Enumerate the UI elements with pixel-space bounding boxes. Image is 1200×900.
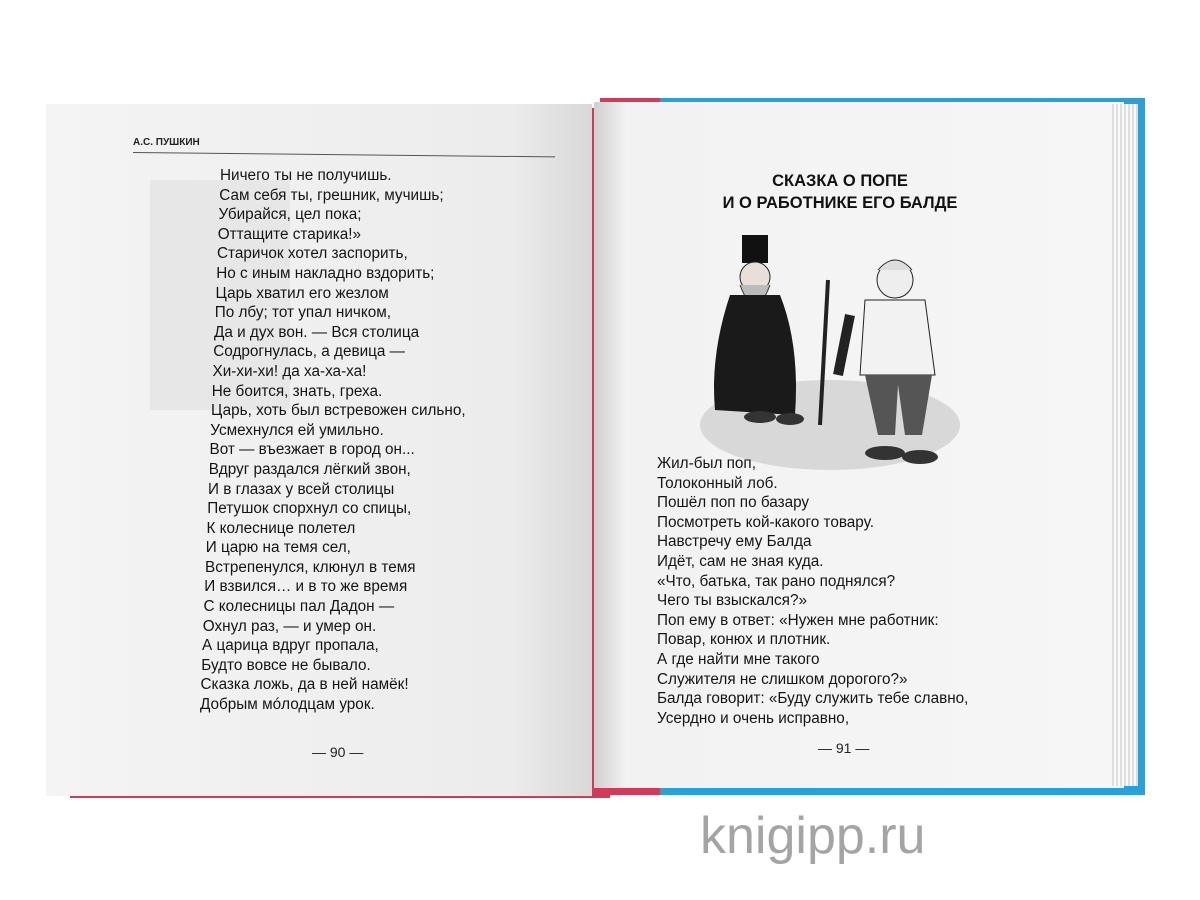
illustration-pop-and-balda <box>700 225 970 475</box>
text-line: Не боится, знать, греха. <box>211 382 383 400</box>
text-line: Чего ты взыскался?» <box>657 592 807 610</box>
text-line: И взвился… и в то же время <box>204 578 408 596</box>
text-line: Охнул раз, — и умер он. <box>202 617 377 635</box>
text-line: Балда говорит: «Буду служить тебе славно, <box>657 690 969 708</box>
title-line-1: СКАЗКА О ПОПЕ <box>772 172 908 190</box>
text-line: Содрогнулась, а девица — <box>213 343 405 361</box>
text-line: Петушок спорхнул со спицы, <box>207 500 412 518</box>
right-poem-text <box>657 454 968 728</box>
text-line: Добрым мóлодцам урок. <box>200 696 375 714</box>
text-line: Хи-хи-хи! да ха-ха-ха! <box>212 362 367 380</box>
text-line: Сам себя ты, грешник, мучишь; <box>219 186 444 204</box>
text-line: Старичок хотел заспорить, <box>217 245 408 263</box>
text-line: Сказка ложь, да в ней намёк! <box>200 676 409 694</box>
running-header: А.С. ПУШКИН <box>133 137 200 148</box>
text-line: Пошёл поп по базару <box>657 494 810 512</box>
text-line: По лбу; тот упал ничком, <box>214 304 391 322</box>
chapter-title <box>700 170 980 214</box>
title-line-2: И О РАБОТНИКЕ ЕГО БАЛДЕ <box>722 194 958 212</box>
text-line: Убирайся, цел пока; <box>218 206 362 224</box>
text-line: Идёт, сам не зная куда. <box>657 552 824 570</box>
text-line: Вдруг раздался лёгкий звон, <box>208 460 411 478</box>
text-line: Служителя не слишком дорогого?» <box>657 670 908 688</box>
page-number-left: — 90 — <box>312 744 364 760</box>
text-line: И царю на темя сел, <box>205 539 351 557</box>
left-poem-text <box>200 166 466 715</box>
text-line: С колесницы пал Дадон — <box>203 598 395 616</box>
text-line: А где найти мне такого <box>657 650 820 668</box>
text-line: Будто вовсе не бывало. <box>201 656 371 674</box>
text-line: Повар, конюх и плотник. <box>657 631 831 649</box>
text-line: Толоконный лоб. <box>657 474 778 492</box>
text-line: Усердно и очень исправно, <box>657 709 850 727</box>
text-line: Встрепенулся, клюнул в темя <box>205 558 416 576</box>
text-line: Царь, хоть был встревожен сильно, <box>211 402 466 420</box>
text-line: Посмотреть кой-какого товару. <box>657 513 875 531</box>
watermark: knigipp.ru <box>700 807 926 865</box>
text-line: Оттащите старика!» <box>217 225 362 243</box>
text-line: А царица вдруг пропала, <box>202 637 379 655</box>
text-line: Да и дух вон. — Вся столица <box>214 323 420 341</box>
page-number-right: — 91 — <box>818 740 870 756</box>
text-line: Ничего ты не получишь. <box>220 167 392 184</box>
text-line: Усмехнулся ей умильно. <box>210 421 384 439</box>
text-line: Царь хватил его жезлом <box>215 284 389 302</box>
page-edges <box>1112 104 1138 786</box>
text-line: Но с иным накладно вздорить; <box>216 264 435 282</box>
text-line: К колеснице полетел <box>206 519 356 537</box>
text-line: Жил-был поп, <box>657 455 756 472</box>
text-line: Навстречу ему Балда <box>657 533 812 551</box>
text-line: Вот — въезжает в город он... <box>209 441 415 459</box>
text-line: «Что, батька, так рано поднялся? <box>657 572 896 590</box>
text-line: И в глазах у всей столицы <box>208 480 395 498</box>
text-line: Поп ему в ответ: «Нужен мне работник: <box>657 611 939 629</box>
